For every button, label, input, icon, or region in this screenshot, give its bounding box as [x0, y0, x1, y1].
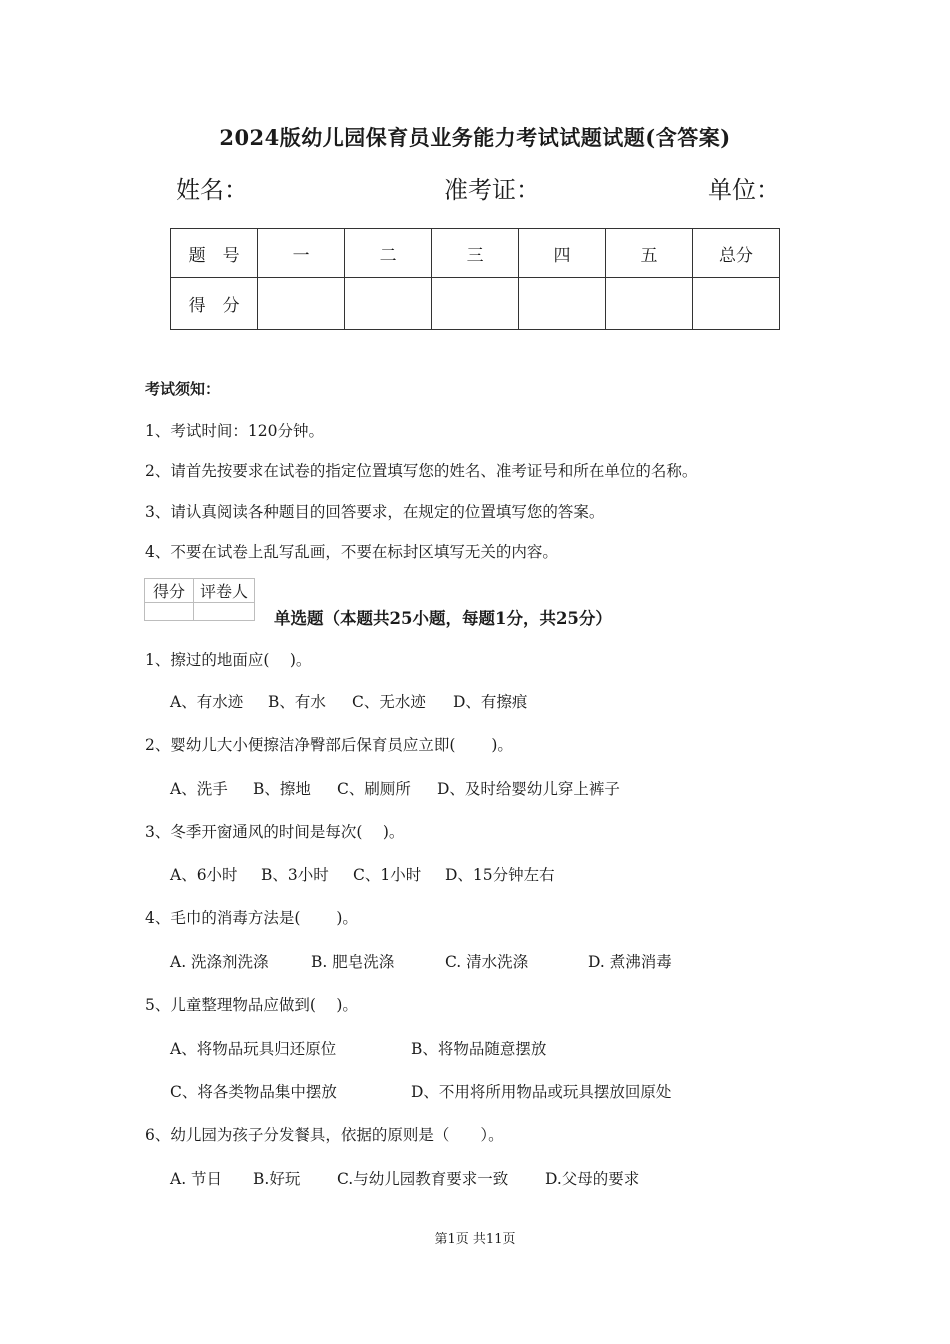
question-option: C、无水迹: [352, 693, 426, 711]
notice-heading: 考试须知：: [145, 380, 221, 398]
question-option: A、将物品玩具归还原位: [170, 1040, 337, 1058]
question-option: B、擦地: [253, 780, 311, 798]
score-row-label: 得 分: [171, 278, 258, 330]
score-cell-1: [258, 278, 345, 330]
notice-item: 2、请首先按要求在试卷的指定位置填写您的姓名、准考证号和所在单位的名称。: [145, 462, 698, 480]
section-heading: 单选题（本题共25小题，每题1分，共25分）: [274, 609, 612, 628]
score-table-score-row: [171, 278, 780, 330]
question-option: A. 节日: [170, 1170, 223, 1188]
question-option: A、有水迹: [170, 693, 244, 711]
question-stem: 3、冬季开窗通风的时间是每次( )。: [145, 823, 405, 841]
question-stem: 6、幼儿园为孩子分发餐具，依据的原则是（ ）。: [145, 1126, 504, 1144]
grader-name-label: 评卷人: [194, 579, 255, 603]
score-cell-3: [432, 278, 519, 330]
score-table-header-row: [171, 229, 780, 278]
header-section-3: 三: [432, 229, 519, 278]
question-option: D.父母的要求: [545, 1170, 640, 1188]
grader-score-cell: [145, 603, 194, 621]
header-total: 总分: [692, 229, 779, 278]
question-option: B、将物品随意摆放: [411, 1040, 547, 1058]
question-option: C. 清水洗涤: [445, 953, 529, 971]
question-option: D、不用将所用物品或玩具摆放回原处: [411, 1083, 672, 1101]
question-option: C、1小时: [353, 866, 422, 884]
question-option: B. 肥皂洗涤: [311, 953, 395, 971]
question-option: D、及时给婴幼儿穿上裤子: [437, 780, 620, 798]
notice-item: 1、考试时间：120分钟。: [145, 422, 324, 440]
question-stem: 2、婴幼儿大小便擦洁净臀部后保育员应立即( )。: [145, 736, 513, 754]
grader-score-label: 得分: [145, 579, 194, 603]
notice-item: 4、不要在试卷上乱写乱画，不要在标封区填写无关的内容。: [145, 543, 558, 561]
question-option: D、有擦痕: [453, 693, 528, 711]
question-option: B.好玩: [253, 1170, 301, 1188]
question-stem: 1、擦过的地面应( )。: [145, 651, 312, 669]
question-option: C、刷厕所: [337, 780, 411, 798]
question-option: C、将各类物品集中摆放: [170, 1083, 337, 1101]
question-stem: 5、儿童整理物品应做到( )。: [145, 996, 358, 1014]
unit-label: 单位：: [708, 176, 780, 204]
page-title: 2024版幼儿园保育员业务能力考试试题试题(含答案): [219, 125, 731, 150]
header-section-1: 一: [258, 229, 345, 278]
score-cell-2: [345, 278, 432, 330]
grader-name-cell: [194, 603, 255, 621]
name-label: 姓名：: [176, 176, 248, 204]
exam-number-label: 准考证：: [444, 176, 540, 204]
score-cell-total: [692, 278, 779, 330]
score-table: [170, 228, 780, 330]
header-question-number: 题 号: [171, 229, 258, 278]
header-section-2: 二: [345, 229, 432, 278]
candidate-info-row: [176, 170, 780, 204]
notice-item: 3、请认真阅读各种题目的回答要求，在规定的位置填写您的答案。: [145, 503, 605, 521]
header-section-5: 五: [606, 229, 693, 278]
page-footer: 第1页 共11页: [434, 1232, 516, 1247]
question-option: D、15分钟左右: [445, 866, 555, 884]
question-option: A、6小时: [170, 866, 238, 884]
question-option: A、洗手: [170, 780, 228, 798]
score-cell-4: [519, 278, 606, 330]
question-option: B、3小时: [261, 866, 329, 884]
question-option: D. 煮沸消毒: [588, 953, 672, 971]
question-option: C.与幼儿园教育要求一致: [337, 1170, 509, 1188]
question-option: A. 洗涤剂洗涤: [170, 953, 269, 971]
header-section-4: 四: [519, 229, 606, 278]
score-cell-5: [606, 278, 693, 330]
grader-box: [144, 578, 255, 621]
question-option: B、有水: [268, 693, 326, 711]
question-stem: 4、毛巾的消毒方法是( )。: [145, 909, 358, 927]
